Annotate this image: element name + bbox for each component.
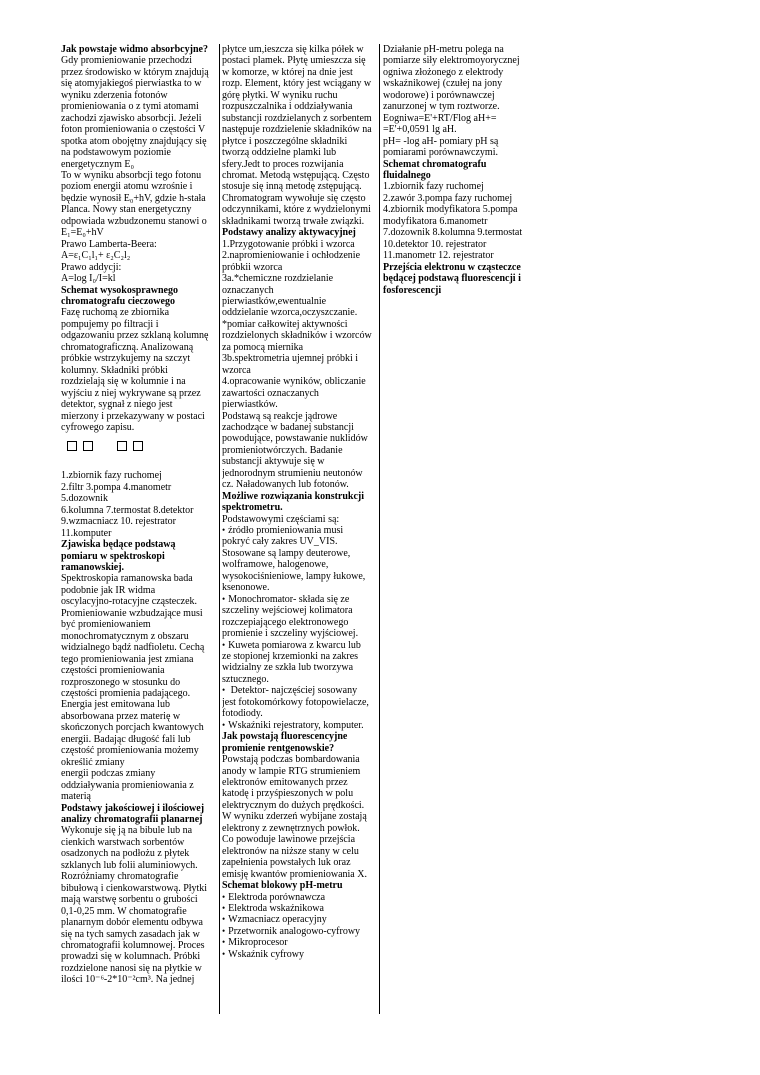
text-line: wskaźnikowej (czułej na jony	[383, 78, 503, 90]
text-line: wzorca	[222, 364, 251, 376]
text-line: jest fotokomórkowy fotopowielacze,	[222, 696, 369, 708]
text-line: 2.filtr 3.pompa 4.manometr	[61, 481, 172, 493]
text-line: 1.zbiornik fazy ruchomej	[383, 181, 484, 193]
text-line: 6.kolumna 7.termostat 8.detektor	[61, 504, 194, 516]
text-line: osadzonych na podłożu z płytek	[61, 848, 190, 860]
diagram-box-icon	[133, 441, 143, 451]
section-heading-line: Podstawy analizy aktywacyjnej	[222, 227, 356, 239]
text-line: będzie wynosił E₀+hV, gdzie h-stała	[61, 192, 206, 204]
section-heading-line: Przejścia elektronu w cząsteczce	[383, 261, 521, 273]
text-line: anody w lampie RTG strumieniem	[222, 765, 361, 777]
text-line: na podstawowym poziomie	[61, 147, 171, 159]
text-line: cienkich warstwach sorbentów	[61, 836, 185, 848]
section-heading-line: Jak powstaje widmo absorbcyjne?	[61, 44, 208, 55]
text-line: rozpuszczalnika i oddziaływania	[222, 101, 353, 113]
text-line: zapełnienia powstałych luk oraz	[222, 857, 351, 869]
text-line: za pomocą miernika	[222, 341, 304, 353]
text-line: Eogniwa=E'+RT/Flog aH+=	[383, 112, 497, 124]
bullet-line: • Kuweta pomiarowa z kwarcu lub	[222, 640, 376, 651]
text-line: chromatograficzną. Analizowaną	[61, 341, 194, 353]
text-line: próbkie wstrzykujemy na szczyt	[61, 353, 191, 365]
text-line: rozdzielonych składników i wzorców	[222, 330, 372, 342]
text-line: 2.zawór 3.pompa fazy ruchomej	[383, 192, 513, 204]
text-line: E₁=E₀+hV	[61, 227, 104, 239]
bullet-line: • Wskaźnik cyfrowy	[222, 949, 376, 960]
text-line: widzialny ze szkła lub tworzywa	[222, 662, 354, 674]
text-line: energii podczas zmiany	[61, 768, 156, 780]
column-rule-left	[219, 44, 220, 1014]
text-line: widzialnego bądź nadfioletu. Cechą	[61, 642, 205, 654]
text-line: odpowiada wzbudzonemu stanowi o	[61, 215, 207, 227]
text-line: 1.zbiornik fazy ruchomej	[61, 470, 162, 482]
text-line: płytce um,ieszcza się kilka półek w	[222, 44, 364, 55]
text-line: Co powoduje lawinowe przejścia	[222, 834, 356, 846]
text-line: górę płytki. W wyniku ruchu	[222, 89, 338, 101]
text-line: oddzielanie wzorca,oczyszczanie.	[222, 307, 358, 319]
bullet-line: • Elektroda porównawcza	[222, 892, 376, 903]
text-line: 0,1-0,25 mm. W chomatografie	[61, 905, 187, 917]
text-line: powodujące, powstawanie nuklidów	[222, 433, 368, 445]
text-line: w komorze, w której na dnie jest	[222, 66, 353, 78]
text-line: szklanych lub folii aluminiowych.	[61, 859, 198, 871]
text-line: 7.dozownik 8.kolumna 9.termostat	[383, 227, 523, 239]
bullet-line: • źródło promieniowania musi	[222, 525, 376, 536]
text-line: pomiarze siły elektromoyorycznej	[383, 55, 520, 67]
text-line: cyfrowego zapisu.	[61, 421, 135, 433]
text-line: emisję kwantów promieniowania X.	[222, 868, 367, 880]
text-line: tworzą oddzielne plamki lub	[222, 147, 337, 159]
text-line: wyjściu z niej wykrywane są przez	[61, 387, 201, 399]
text-line: mierzony i przekazywany w postaci	[61, 410, 205, 422]
text-line: się na tych samych zasadach jak w	[61, 928, 200, 940]
text-line: pomiarami porównawczymi.	[383, 147, 498, 159]
bullet-line: • Wzmacniacz operacyjny	[222, 914, 376, 925]
text-line: stosuje się inną metodę zstępującą.	[222, 181, 362, 193]
text-line: 3a.*chemiczne rozdzielanie	[222, 273, 334, 285]
text-line: elektrycznym do dużych prędkości.	[222, 799, 365, 811]
text-line: Wykonuje się ją na bibule lub na	[61, 825, 193, 837]
text-line: Gdy promieniowanie przechodzi	[61, 55, 193, 67]
text-line: Działanie pH-metru polega na	[383, 44, 504, 55]
text-line: bibułową i cienkowarstwową. Płytki	[61, 882, 208, 894]
section-heading-line: pomiaru w spektroskopi	[61, 550, 165, 562]
section-heading-line: Możliwe rozwiązania konstrukcji	[222, 490, 365, 502]
text-line: pokryć cały zakres UV_VIS.	[222, 536, 338, 548]
text-line: elektronów emitowanych przez	[222, 777, 348, 788]
text-line: Podstawą są reakcje jądrowe	[222, 410, 338, 422]
text-line: poziom energii atomu wzrośnie i	[61, 181, 193, 193]
section-heading-line: Jak powstają fluorescencyjne	[222, 731, 348, 743]
text-line: pierwiastków.	[222, 399, 278, 411]
text-column-1	[61, 44, 217, 986]
text-line: zachodzące w badanej substancji	[222, 421, 354, 433]
column-rule-right	[379, 44, 380, 1014]
text-line: planarnym dobór elementu odbywa	[61, 917, 203, 929]
text-line: Energia jest emitowana lub	[61, 699, 170, 711]
text-line: odgazowaniu przez szklaną kolumnę	[61, 330, 209, 342]
text-line: chromatografii kolumnowej. Proces	[61, 939, 205, 951]
text-line: ogniwa złożonego z elektrody	[383, 66, 504, 78]
text-line: foton promieniowania o częstości V	[61, 124, 206, 136]
text-line: Planca. Nowy stan energetyczny	[61, 204, 192, 216]
text-line: określić zmiany	[61, 756, 125, 768]
bullet-line: • Detektor- najczęściej sosowany	[222, 685, 376, 696]
text-line: Podstawowymi częściami są:	[222, 513, 340, 525]
section-heading-line: fosforescencji	[383, 284, 442, 296]
text-line: A=log I₀/I=kl	[61, 273, 116, 285]
text-line: 4.opracowanie wyników, obliczanie	[222, 376, 366, 388]
text-line: płytce i poszczególne składniki	[222, 135, 348, 147]
text-line: oddziaływania promieniowania z	[61, 779, 194, 791]
text-line: Chromatogram wywołuje się często	[222, 192, 366, 204]
section-heading-line: ramanowskiej.	[61, 562, 125, 574]
text-line: substancji aktywuje się w	[222, 456, 325, 468]
text-line: kolumny. Składniki próbki	[61, 364, 168, 376]
text-line: prowadzi się w kolumnach. Próbki	[61, 951, 201, 963]
text-line: Spektroskopia ramanowska bada	[61, 573, 193, 585]
text-line: 9.wzmacniacz 10. rejestrator	[61, 516, 176, 528]
text-line: zachodzi zjawisko absorbcji. Jeżeli	[61, 112, 202, 124]
text-line: absorbowana przez materię w	[61, 710, 181, 722]
text-line: pompujemy po filtracji i	[61, 318, 159, 330]
text-line: elektrony z zewnętrznych powłok.	[222, 822, 360, 834]
text-line: rozdzielone nanosi się na płytkie w	[61, 962, 202, 974]
text-line: 5.dozownik	[61, 493, 108, 505]
section-heading-line: spektrometru.	[222, 502, 283, 514]
text-line: szczeliny wejściowej kolimatora	[222, 605, 353, 617]
text-line: energetycznym E₀	[61, 158, 134, 170]
diagram-box-icon	[117, 441, 127, 451]
text-line: substancji rozdzielanych z sorbentem	[222, 112, 372, 124]
text-line: ze stopionej krzemionki na zakres	[222, 651, 359, 663]
text-line: Rozróżniamy chromatografie	[61, 871, 179, 883]
text-line: promienie i szczeliny wyjściowej.	[222, 628, 359, 640]
text-line: oznaczanych	[222, 284, 274, 296]
text-line: To w wyniku absorbcji tego fotonu	[61, 169, 202, 181]
text-line: A=ε₁C₁l₁+ ε₂C₂l₂	[61, 250, 131, 262]
diagram-placeholder-boxes	[61, 433, 217, 459]
text-line: być promieniowaniem	[61, 619, 151, 631]
text-line: 11.manometr 12. rejestrator	[383, 250, 494, 262]
text-line: pH= -log aH- pomiary pH są	[383, 135, 499, 147]
bullet-line: • Elektroda wskaźnikowa	[222, 903, 376, 914]
text-line: częstości promieniowania	[61, 665, 165, 677]
text-line: wysokociśnieniowe, lampy łukowe,	[222, 570, 366, 582]
section-heading-line: Podstawy jakościowej i ilościowej	[61, 802, 205, 814]
text-line: tego promieniowania jest zmiana	[61, 653, 194, 665]
bullet-line: • Wskaźniki rejestratory, komputer.	[222, 720, 376, 731]
text-line: się atomyjakiegoś pierwiastka to w	[61, 78, 202, 90]
text-line: *pomiar całkowitej aktywności	[222, 318, 348, 330]
text-line: cz. Naładowanych lub fotonów.	[222, 479, 349, 491]
text-line: wolframowe, halogenowe,	[222, 559, 329, 571]
text-line: materią	[61, 791, 91, 803]
text-line: skończonych porcjach kwantowych	[61, 722, 204, 734]
text-line: ksenonowe.	[222, 582, 270, 594]
text-line: postaci plamek. Płytę umieszcza się	[222, 55, 366, 67]
text-line: =E'+0,0591 lg aH.	[383, 124, 457, 136]
section-heading-line: chromatografu cieczowego	[61, 295, 175, 307]
bullet-line: • Monochromator- składa się ze	[222, 594, 376, 605]
text-line: rozczepiającego elektronowego	[222, 616, 349, 628]
text-line: rozp. Element, który jest wciągany w	[222, 78, 372, 90]
text-line: Prawo addycji:	[61, 261, 122, 273]
section-heading-line: analizy chromatografii planarnej	[61, 814, 203, 825]
text-line: 1.Przygotowanie próbki i wzorca	[222, 238, 355, 250]
text-line: 11.komputer	[61, 527, 112, 539]
section-heading-line: Schemat wysokosprawnego	[61, 284, 178, 296]
text-line: monochromatycznym z obszaru	[61, 630, 189, 642]
text-line: spotka atom obojętny znajdujący się	[61, 135, 207, 147]
text-column-2	[222, 44, 376, 960]
text-line: przez środowisko w którym znajdują	[61, 66, 209, 78]
bullet-line: • Przetwornik analogowo-cyfrowy	[222, 926, 376, 937]
text-line: Stosowane są lampy deuterowe,	[222, 547, 351, 559]
section-heading-line: będącej podstawą fluorescencji i	[383, 273, 521, 285]
text-line: 2.napromieniowanie i ochłodzenie	[222, 250, 361, 262]
section-heading-line: Schemat blokowy pH-metru	[222, 880, 343, 892]
section-heading-line: fluidalnego	[383, 169, 431, 181]
text-line: W wyniku zderzeń wybijane zostają	[222, 811, 367, 823]
text-line: 3b.spektrometria ujemnej próbki i	[222, 353, 359, 365]
diagram-box-icon	[67, 441, 77, 451]
text-line: wodorowe) i porównawczej	[383, 89, 495, 101]
text-line: promieniotwórczych. Badanie	[222, 444, 343, 456]
text-line: następuje rozdzielenie składników na	[222, 124, 372, 136]
text-line: elektronów na niższe stany w celu	[222, 845, 359, 857]
text-line: detektor, sygnał z niego jest	[61, 399, 173, 411]
text-line: próbkii wzorca	[222, 261, 283, 273]
text-line: Prawo Lamberta-Beera:	[61, 238, 157, 250]
text-line: ilości 10⁻⁶-2*10⁻²cm³. Na jednej	[61, 974, 195, 986]
text-line: oscylacyjno-rotacyjne cząsteczek.	[61, 596, 198, 608]
text-line: mają warstwę sorbentu o grubości	[61, 894, 198, 906]
text-line: jednorodnym strumieniu neutonów	[222, 467, 363, 479]
text-line: chromat. Metodą wstępującą. Często	[222, 169, 370, 181]
blank-line	[61, 459, 217, 470]
text-line: zawartości oznaczanych	[222, 387, 319, 399]
text-line: podobnie jak IR widma	[61, 584, 156, 596]
bullet-line: • Mikroprocesor	[222, 937, 376, 948]
text-line: Promieniowanie wzbudzające musi	[61, 607, 203, 619]
text-line: 10.detektor 10. rejestrator	[383, 238, 487, 250]
text-line: wyniku zderzenia fotonów	[61, 89, 168, 101]
section-heading-line: Zjawiska będące podstawą	[61, 539, 176, 551]
text-line: 4.zbiornik modyfikatora 5.pompa	[383, 204, 518, 216]
text-line: częstość promieniowania możemy	[61, 745, 199, 757]
text-line: sfery.Jedt to proces rozwijania	[222, 158, 344, 170]
text-line: rozdzielają się w kolumnie i na	[61, 376, 186, 388]
text-line: fotodiody.	[222, 708, 263, 720]
text-line: rozproszonego w stosunku do	[61, 676, 181, 688]
text-line: energii. Badając długość fali lub	[61, 733, 191, 745]
text-line: pierwiastków,ewentualnie	[222, 295, 327, 307]
text-line: promieniowania o z tymi atomami	[61, 101, 199, 113]
text-line: odczynnikami, które z wydzielonymi	[222, 204, 371, 216]
section-heading-line: promienie rentgenowskie?	[222, 742, 335, 754]
text-line: katodę i przyśpieszonych w polu	[222, 788, 354, 800]
text-line: Powstają podczas bombardowania	[222, 754, 360, 766]
text-column-3	[383, 44, 543, 296]
text-line: Fazę ruchomą ze zbiornika	[61, 307, 170, 319]
text-line: częstości promienia padającego.	[61, 688, 191, 700]
section-heading-line: Schemat chromatografu	[383, 158, 487, 170]
text-line: sztucznego.	[222, 673, 269, 685]
text-line: zanurzonej w tym roztworze.	[383, 101, 500, 113]
text-line: składnikami tworzą trwałe związki.	[222, 215, 365, 227]
diagram-box-icon	[83, 441, 93, 451]
text-line: modyfikatora 6.manometr	[383, 215, 488, 227]
